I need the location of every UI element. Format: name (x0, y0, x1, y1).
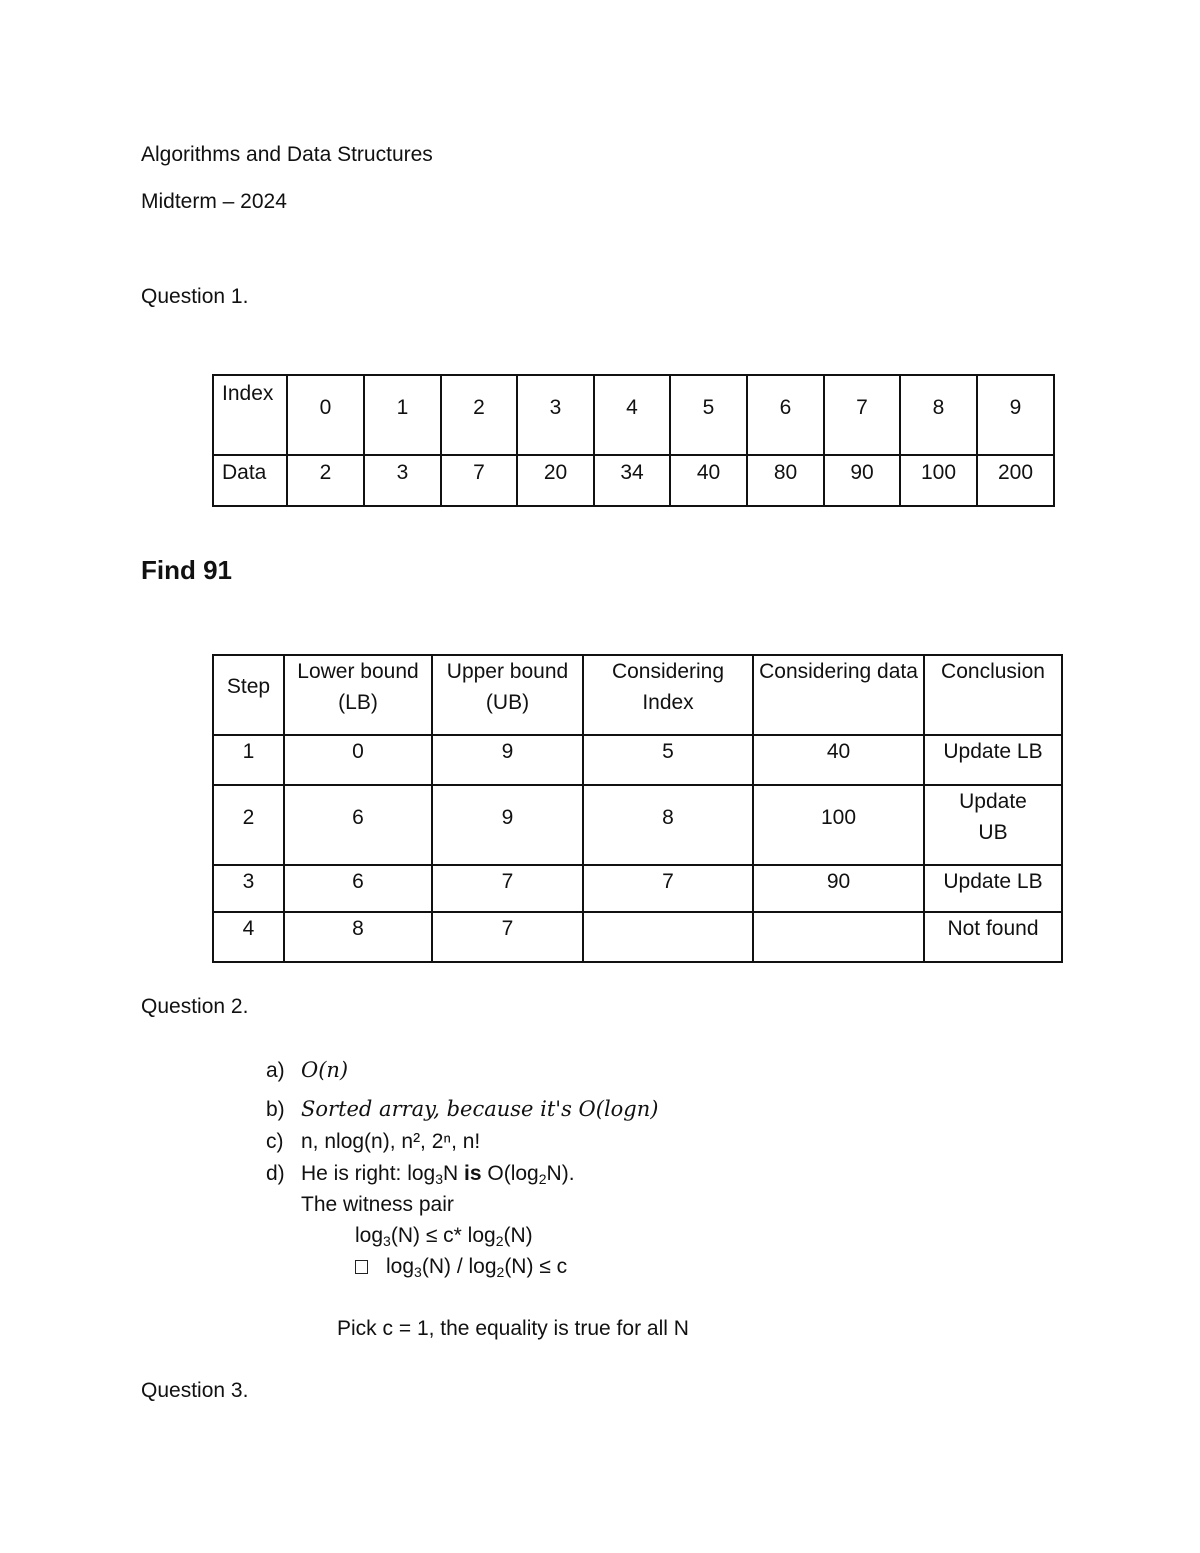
answer-d-line-5: Pick c = 1, the equality is true for all N (337, 1317, 689, 1340)
answer-d-line-4 (355, 1255, 567, 1280)
steps-cell: 7 (583, 865, 753, 912)
answer-c-label: c) (266, 1130, 284, 1153)
array-index-cell: 1 (364, 375, 441, 455)
array-index-cell: 2 (441, 375, 517, 455)
steps-cell: 8 (583, 785, 753, 865)
d-line1-sub1: 3 (435, 1171, 444, 1187)
steps-table (212, 654, 1063, 963)
array-index-row (213, 375, 1054, 455)
array-data-cell: 90 (824, 455, 900, 506)
steps-header-row (213, 655, 1062, 735)
steps-cell: 100 (753, 785, 924, 865)
steps-cell: Update LB (924, 735, 1062, 785)
steps-cell: 7 (432, 865, 583, 912)
answer-a-text: O(n) (301, 1058, 349, 1082)
steps-header-cell: Considering data (753, 655, 924, 735)
steps-cell: Not found (924, 912, 1062, 962)
d-line3-b: (N) ≤ c* log (390, 1224, 496, 1247)
question-1-title: Question 1. (141, 285, 249, 308)
array-index-cell: 7 (824, 375, 900, 455)
d-line4-sub2: 2 (496, 1264, 505, 1280)
array-data-cell: 40 (670, 455, 747, 506)
answer-d-line-1 (301, 1162, 575, 1187)
steps-header-cell: Step (213, 655, 284, 735)
array-data-cell: 200 (977, 455, 1054, 506)
steps-header-cell: Conclusion (924, 655, 1062, 735)
steps-cell: 6 (284, 865, 432, 912)
question-3-title: Question 3. (141, 1379, 249, 1402)
array-index-cell: 3 (517, 375, 594, 455)
array-data-cell: 3 (364, 455, 441, 506)
steps-cell (583, 912, 753, 962)
steps-cell: 4 (213, 912, 284, 962)
array-index-cell: 4 (594, 375, 670, 455)
answer-c-text: n, nlog(n), n², 2ⁿ, n! (301, 1130, 481, 1153)
steps-cell: 7 (432, 912, 583, 962)
course-title: Algorithms and Data Structures (141, 143, 433, 166)
answer-d-line-2: The witness pair (301, 1193, 454, 1216)
array-data-cell: 2 (287, 455, 364, 506)
steps-row (213, 785, 1062, 865)
steps-cell: 5 (583, 735, 753, 785)
d-line3-sub1: 3 (383, 1233, 391, 1249)
array-data-row (213, 455, 1054, 506)
steps-cell: 9 (432, 785, 583, 865)
array-index-cell: 5 (670, 375, 747, 455)
steps-cell: 9 (432, 735, 583, 785)
steps-header-cell: Upper bound (UB) (432, 655, 583, 735)
steps-cell: Update LB (924, 865, 1062, 912)
d-line4-b: (N) / log (421, 1255, 497, 1278)
array-data-cell: 80 (747, 455, 824, 506)
d-line4-sub1: 3 (414, 1264, 422, 1280)
d-line3-c: (N) (503, 1224, 533, 1247)
steps-cell: 1 (213, 735, 284, 785)
index-label: Index (213, 375, 287, 455)
question-2-title: Question 2. (141, 995, 249, 1018)
steps-header-cell: Considering Index (583, 655, 753, 735)
array-index-cell: 9 (977, 375, 1054, 455)
answer-d-line-3 (355, 1224, 533, 1249)
answer-d-label: d) (266, 1162, 285, 1185)
steps-cell: Update UB (924, 785, 1062, 865)
implies-box-icon (355, 1260, 368, 1274)
steps-cell: 8 (284, 912, 432, 962)
array-data-cell: 100 (900, 455, 977, 506)
d-line1-sub2: 2 (538, 1171, 547, 1187)
array-data-cell: 7 (441, 455, 517, 506)
array-index-cell: 8 (900, 375, 977, 455)
steps-row (213, 865, 1062, 912)
exam-title: Midterm – 2024 (141, 190, 287, 213)
steps-cell: 90 (753, 865, 924, 912)
d-line4-c: (N) ≤ c (504, 1255, 568, 1278)
d-line4-a: log (386, 1255, 415, 1278)
data-label: Data (213, 455, 287, 506)
d-line1-mid: N (443, 1162, 465, 1185)
d-line1-post1: O(log (481, 1162, 539, 1185)
steps-cell: 6 (284, 785, 432, 865)
answer-a-label: a) (266, 1059, 285, 1082)
steps-cell (753, 912, 924, 962)
array-index-cell: 0 (287, 375, 364, 455)
answer-b-label: b) (266, 1098, 285, 1121)
steps-header-cell: Lower bound (LB) (284, 655, 432, 735)
steps-cell: 40 (753, 735, 924, 785)
steps-cell: 3 (213, 865, 284, 912)
find-heading: Find 91 (141, 555, 233, 585)
d-line1-post2: N). (546, 1162, 575, 1185)
steps-row (213, 912, 1062, 962)
answer-b-text: Sorted array, because it's O(logn) (301, 1097, 659, 1121)
d-line1-bold: is (464, 1162, 482, 1185)
d-line3-sub2: 2 (495, 1233, 504, 1249)
array-table (212, 374, 1055, 507)
d-line1-pre: He is right: log (301, 1162, 436, 1185)
steps-cell: 2 (213, 785, 284, 865)
array-index-cell: 6 (747, 375, 824, 455)
array-data-cell: 34 (594, 455, 670, 506)
d-line3-a: log (355, 1224, 384, 1247)
steps-row (213, 735, 1062, 785)
steps-cell: 0 (284, 735, 432, 785)
array-data-cell: 20 (517, 455, 594, 506)
